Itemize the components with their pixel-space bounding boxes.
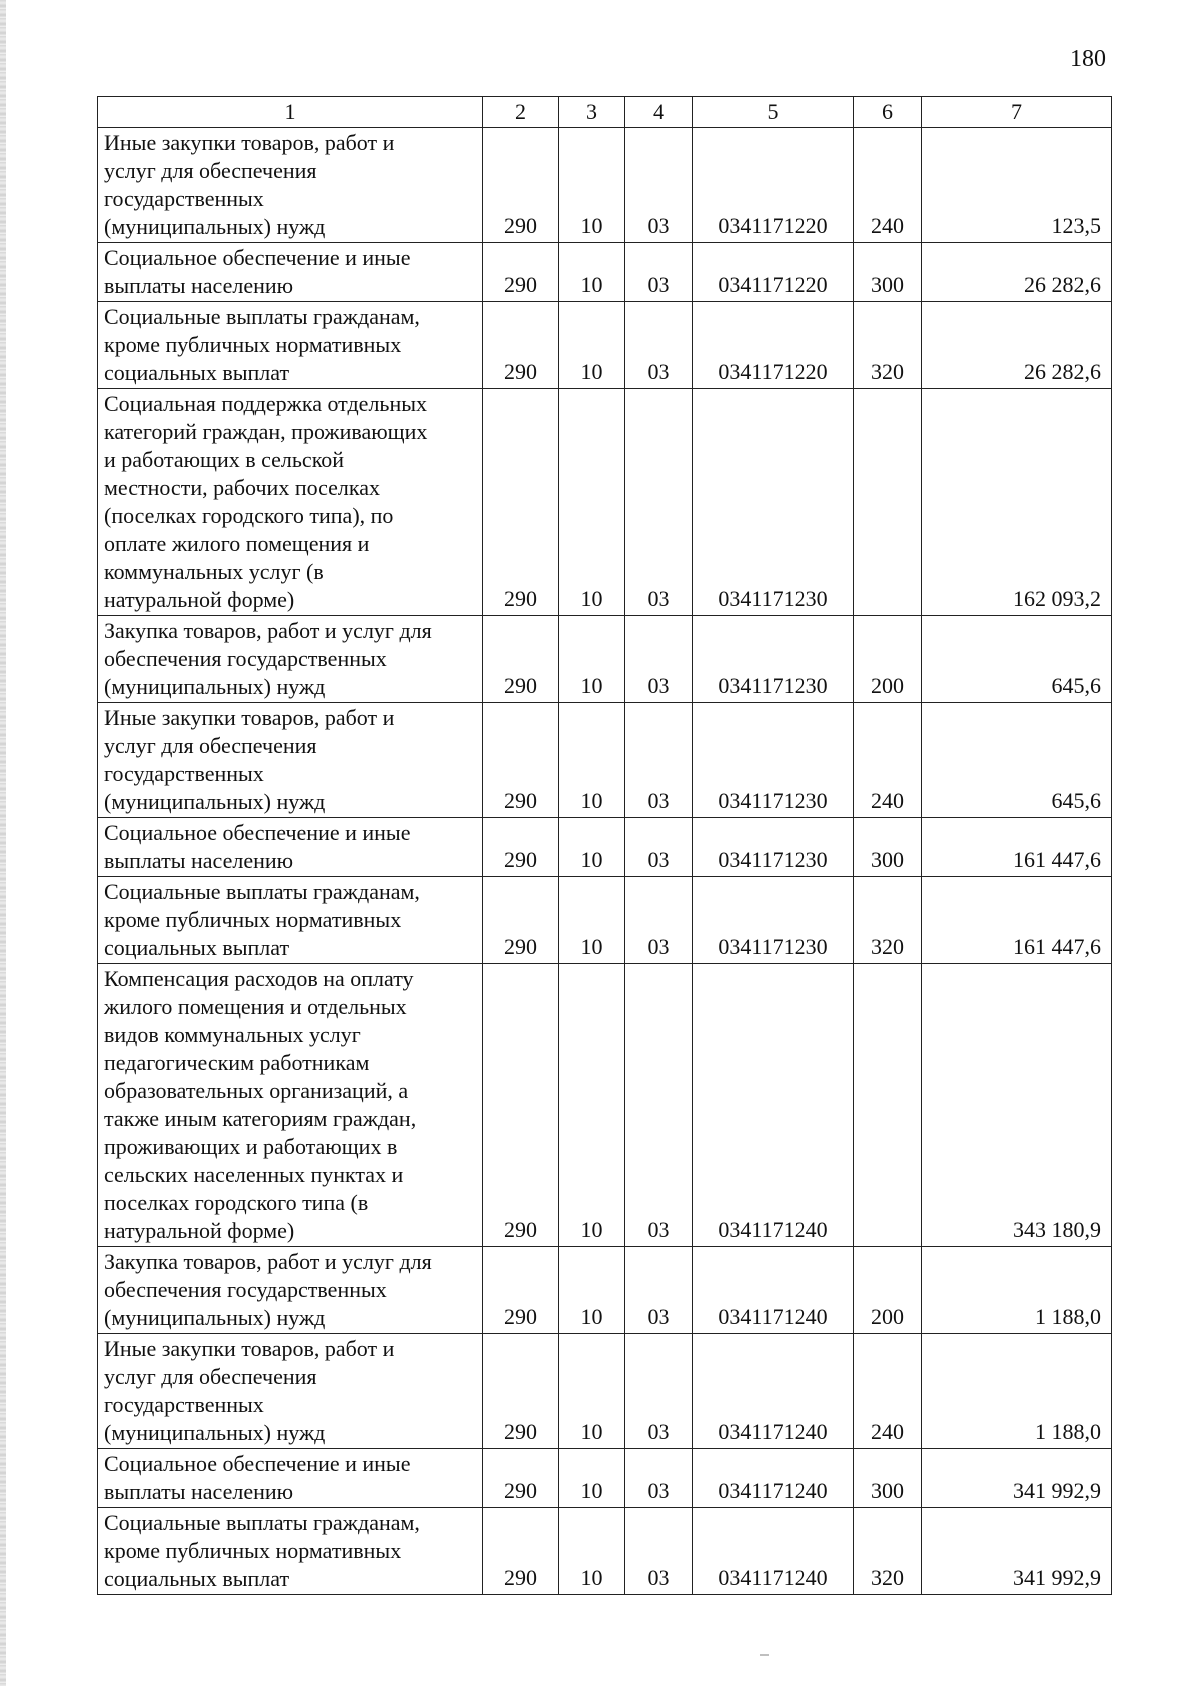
grbs-cell: 290 — [483, 1247, 559, 1334]
expense-name-line: категорий граждан, проживающих — [104, 419, 428, 444]
expense-name-line: услуг для обеспечения — [104, 733, 317, 758]
grbs-cell: 290 — [483, 877, 559, 964]
table-row — [98, 877, 1112, 964]
expense-name-line: выплаты населению — [104, 1479, 294, 1504]
expense-type-cell: 240 — [854, 703, 922, 818]
expense-name-cell — [98, 389, 483, 616]
table-row — [98, 616, 1112, 703]
expense-type-cell: 240 — [854, 128, 922, 243]
expense-name-line: социальных выплат — [104, 1566, 290, 1591]
grbs-cell: 290 — [483, 1449, 559, 1508]
target-article-cell: 0341171230 — [693, 877, 854, 964]
expense-name-line: жилого помещения и отдельных — [104, 994, 407, 1019]
expense-name-line: выплаты населению — [104, 848, 294, 873]
grbs-cell: 290 — [483, 964, 559, 1247]
grbs-cell: 290 — [483, 302, 559, 389]
section-cell: 10 — [559, 1508, 625, 1595]
scan-mark — [760, 1654, 769, 1656]
expense-name-line: поселках городского типа (в — [104, 1190, 369, 1215]
expense-name-line: кроме публичных нормативных — [104, 1538, 402, 1563]
amount-cell: 26 282,6 — [922, 302, 1112, 389]
column-header-1: 1 — [98, 97, 483, 128]
amount-cell: 645,6 — [922, 703, 1112, 818]
expense-name-cell — [98, 128, 483, 243]
expense-name-line: оплате жилого помещения и — [104, 531, 370, 556]
expense-name-line: социальных выплат — [104, 360, 290, 385]
section-cell: 10 — [559, 1334, 625, 1449]
expense-name-line: (муниципальных) нужд — [104, 214, 326, 239]
expense-name-line: Социальные выплаты гражданам, — [104, 304, 420, 329]
amount-cell: 26 282,6 — [922, 243, 1112, 302]
section-cell: 10 — [559, 389, 625, 616]
expense-name-cell — [98, 302, 483, 389]
expense-name-line: обеспечения государственных — [104, 646, 387, 671]
expense-name-cell — [98, 1334, 483, 1449]
table-row — [98, 1449, 1112, 1508]
expense-name-line: также иным категориям граждан, — [104, 1106, 417, 1131]
expense-type-cell: 300 — [854, 243, 922, 302]
expense-name-cell — [98, 1449, 483, 1508]
table-row — [98, 1334, 1112, 1449]
amount-cell: 161 447,6 — [922, 877, 1112, 964]
subsection-cell: 03 — [625, 1508, 693, 1595]
grbs-cell: 290 — [483, 616, 559, 703]
expense-name-line: услуг для обеспечения — [104, 158, 317, 183]
section-cell: 10 — [559, 877, 625, 964]
section-cell: 10 — [559, 964, 625, 1247]
expense-name-cell — [98, 243, 483, 302]
table-row — [98, 1247, 1112, 1334]
grbs-cell: 290 — [483, 1508, 559, 1595]
expense-type-cell: 320 — [854, 877, 922, 964]
budget-table — [97, 96, 1112, 1595]
expense-type-cell: 300 — [854, 1449, 922, 1508]
expense-type-cell: 240 — [854, 1334, 922, 1449]
expense-name-line: (муниципальных) нужд — [104, 1420, 326, 1445]
subsection-cell: 03 — [625, 964, 693, 1247]
expense-name-line: обеспечения государственных — [104, 1277, 387, 1302]
expense-name-line: образовательных организаций, а — [104, 1078, 409, 1103]
section-cell: 10 — [559, 616, 625, 703]
section-cell: 10 — [559, 1247, 625, 1334]
expense-type-cell — [854, 389, 922, 616]
section-cell: 10 — [559, 1449, 625, 1508]
expense-name-line: государственных — [104, 1392, 264, 1417]
target-article-cell: 0341171240 — [693, 1247, 854, 1334]
expense-name-line: местности, рабочих поселках — [104, 475, 381, 500]
grbs-cell: 290 — [483, 703, 559, 818]
table-row — [98, 703, 1112, 818]
table-row — [98, 128, 1112, 243]
expense-name-line: Закупка товаров, работ и услуг для — [104, 1249, 432, 1274]
scan-edge — [0, 0, 6, 1686]
expense-name-cell — [98, 616, 483, 703]
grbs-cell: 290 — [483, 818, 559, 877]
subsection-cell: 03 — [625, 1334, 693, 1449]
table-row — [98, 302, 1112, 389]
grbs-cell: 290 — [483, 1334, 559, 1449]
column-header-4: 4 — [625, 97, 693, 128]
expense-name-line: Компенсация расходов на оплату — [104, 966, 414, 991]
expense-name-cell — [98, 1247, 483, 1334]
expense-name-line: Иные закупки товаров, работ и — [104, 1336, 395, 1361]
expense-name-line: кроме публичных нормативных — [104, 907, 402, 932]
grbs-cell: 290 — [483, 128, 559, 243]
subsection-cell: 03 — [625, 1247, 693, 1334]
target-article-cell: 0341171230 — [693, 818, 854, 877]
subsection-cell: 03 — [625, 389, 693, 616]
subsection-cell: 03 — [625, 302, 693, 389]
target-article-cell: 0341171230 — [693, 616, 854, 703]
subsection-cell: 03 — [625, 128, 693, 243]
subsection-cell: 03 — [625, 877, 693, 964]
target-article-cell: 0341171240 — [693, 1334, 854, 1449]
expense-name-line: Социальное обеспечение и иные — [104, 820, 411, 845]
grbs-cell: 290 — [483, 243, 559, 302]
grbs-cell: 290 — [483, 389, 559, 616]
section-cell: 10 — [559, 128, 625, 243]
expense-type-cell: 200 — [854, 616, 922, 703]
target-article-cell: 0341171220 — [693, 128, 854, 243]
expense-name-line: и работающих в сельской — [104, 447, 345, 472]
expense-name-line: Социальные выплаты гражданам, — [104, 879, 420, 904]
table-body — [98, 128, 1112, 1595]
target-article-cell: 0341171240 — [693, 1449, 854, 1508]
expense-name-line: (муниципальных) нужд — [104, 674, 326, 699]
expense-name-line: государственных — [104, 186, 264, 211]
expense-name-line: выплаты населению — [104, 273, 294, 298]
target-article-cell: 0341171240 — [693, 1508, 854, 1595]
expense-type-cell — [854, 964, 922, 1247]
page-number: 180 — [1070, 46, 1106, 72]
section-cell: 10 — [559, 818, 625, 877]
expense-type-cell: 200 — [854, 1247, 922, 1334]
expense-name-line: Социальное обеспечение и иные — [104, 1451, 411, 1476]
target-article-cell: 0341171230 — [693, 389, 854, 616]
table-row — [98, 1508, 1112, 1595]
expense-name-line: (поселках городского типа), по — [104, 503, 394, 528]
expense-name-line: кроме публичных нормативных — [104, 332, 402, 357]
column-header-5: 5 — [693, 97, 854, 128]
expense-name-cell — [98, 703, 483, 818]
expense-name-line: Социальные выплаты гражданам, — [104, 1510, 420, 1535]
amount-cell: 341 992,9 — [922, 1449, 1112, 1508]
subsection-cell: 03 — [625, 1449, 693, 1508]
target-article-cell: 0341171220 — [693, 302, 854, 389]
subsection-cell: 03 — [625, 243, 693, 302]
column-header-3: 3 — [559, 97, 625, 128]
expense-name-line: (муниципальных) нужд — [104, 789, 326, 814]
expense-name-line: сельских населенных пунктах и — [104, 1162, 404, 1187]
expense-name-cell — [98, 1508, 483, 1595]
expense-name-line: Иные закупки товаров, работ и — [104, 705, 395, 730]
expense-name-line: Социальное обеспечение и иные — [104, 245, 411, 270]
subsection-cell: 03 — [625, 703, 693, 818]
expense-name-line: натуральной форме) — [104, 587, 295, 612]
expense-name-line: государственных — [104, 761, 264, 786]
amount-cell: 343 180,9 — [922, 964, 1112, 1247]
amount-cell: 1 188,0 — [922, 1247, 1112, 1334]
expense-name-line: педагогическим работникам — [104, 1050, 370, 1075]
target-article-cell: 0341171230 — [693, 703, 854, 818]
expense-name-line: Социальная поддержка отдельных — [104, 391, 428, 416]
target-article-cell: 0341171220 — [693, 243, 854, 302]
header-row — [98, 97, 1112, 128]
column-header-6: 6 — [854, 97, 922, 128]
column-header-7: 7 — [922, 97, 1112, 128]
expense-name-line: видов коммунальных услуг — [104, 1022, 361, 1047]
expense-name-line: Закупка товаров, работ и услуг для — [104, 618, 432, 643]
expense-name-line: социальных выплат — [104, 935, 290, 960]
expense-name-line: натуральной форме) — [104, 1218, 295, 1243]
expense-type-cell: 320 — [854, 1508, 922, 1595]
expense-name-line: проживающих и работающих в — [104, 1134, 398, 1159]
section-cell: 10 — [559, 703, 625, 818]
amount-cell: 645,6 — [922, 616, 1112, 703]
amount-cell: 161 447,6 — [922, 818, 1112, 877]
amount-cell: 162 093,2 — [922, 389, 1112, 616]
target-article-cell: 0341171240 — [693, 964, 854, 1247]
amount-cell: 123,5 — [922, 128, 1112, 243]
column-header-2: 2 — [483, 97, 559, 128]
table-row — [98, 964, 1112, 1247]
amount-cell: 1 188,0 — [922, 1334, 1112, 1449]
expense-type-cell: 300 — [854, 818, 922, 877]
expense-name-line: коммунальных услуг (в — [104, 559, 324, 584]
expense-name-cell — [98, 964, 483, 1247]
expense-name-line: услуг для обеспечения — [104, 1364, 317, 1389]
subsection-cell: 03 — [625, 616, 693, 703]
table-row — [98, 818, 1112, 877]
table-header — [98, 97, 1112, 128]
expense-name-cell — [98, 818, 483, 877]
expense-name-line: Иные закупки товаров, работ и — [104, 130, 395, 155]
amount-cell: 341 992,9 — [922, 1508, 1112, 1595]
section-cell: 10 — [559, 302, 625, 389]
expense-type-cell: 320 — [854, 302, 922, 389]
expense-name-cell — [98, 877, 483, 964]
table-row — [98, 389, 1112, 616]
section-cell: 10 — [559, 243, 625, 302]
expense-name-line: (муниципальных) нужд — [104, 1305, 326, 1330]
subsection-cell: 03 — [625, 818, 693, 877]
table-row — [98, 243, 1112, 302]
